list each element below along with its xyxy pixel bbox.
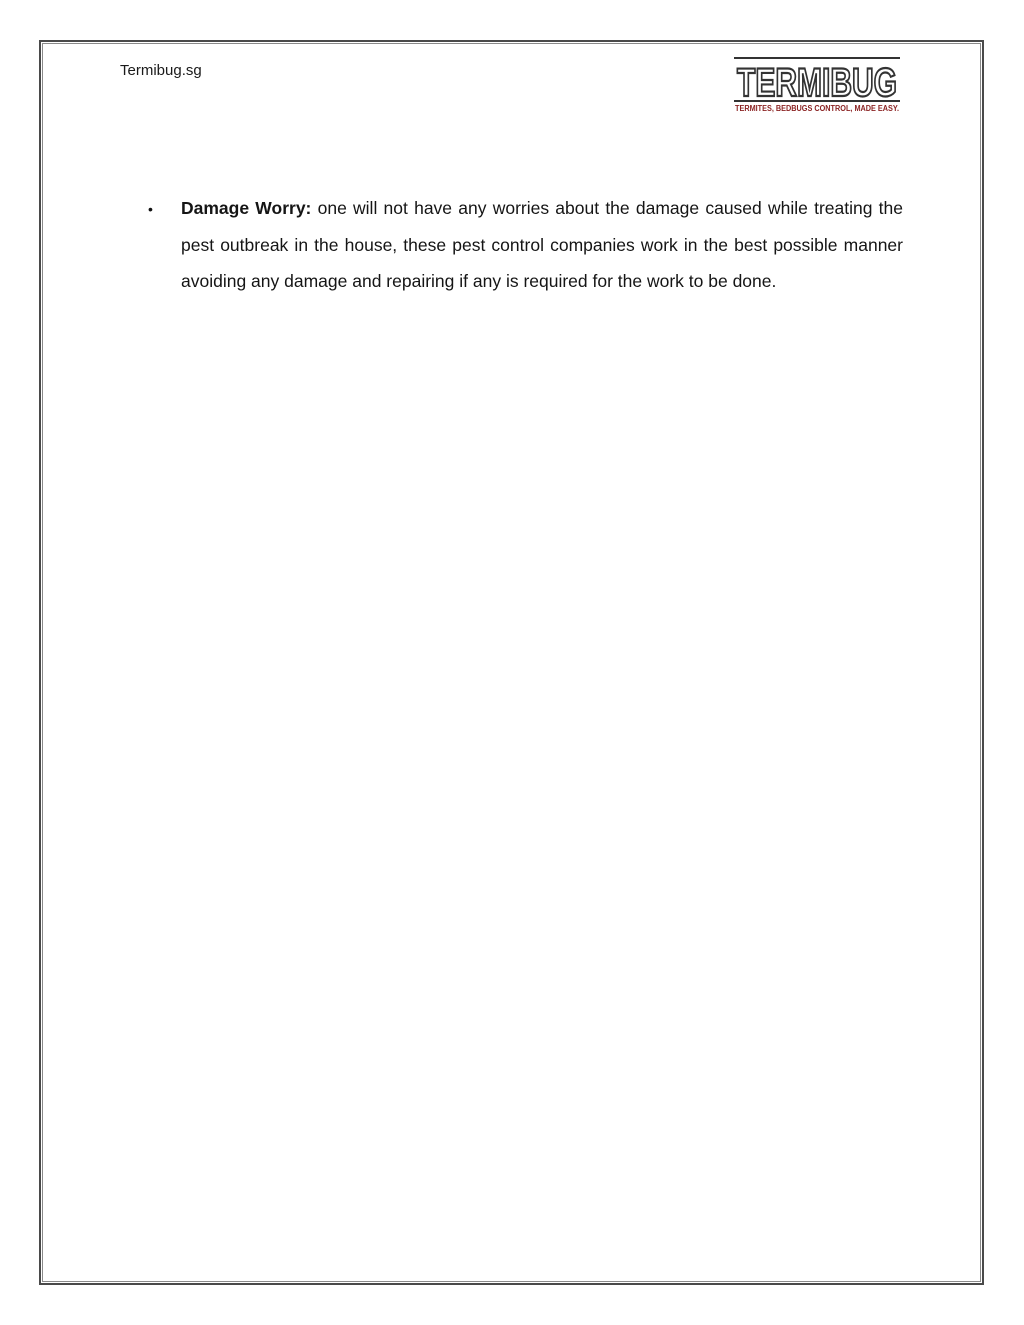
site-name-header: Termibug.sg (120, 62, 202, 79)
bullet-paragraph (181, 190, 903, 300)
bullet-term: Damage Worry: (181, 198, 312, 218)
logo-tagline: TERMITES, BEDBUGS CONTROL, MADE EASY. (735, 104, 899, 113)
logo-wordmark: TERMIBUG (737, 61, 897, 105)
bullet-dot-icon: • (148, 201, 153, 217)
termibug-logo (733, 56, 901, 114)
bullet-description: one will not have any worries about the damage caused while treating the pest outbreak in the house, these pest control companies work in the best possible manner avoiding any damage and repairing if any is required for the work to be done. (181, 198, 903, 291)
termibug-logo-graphic (733, 56, 901, 114)
